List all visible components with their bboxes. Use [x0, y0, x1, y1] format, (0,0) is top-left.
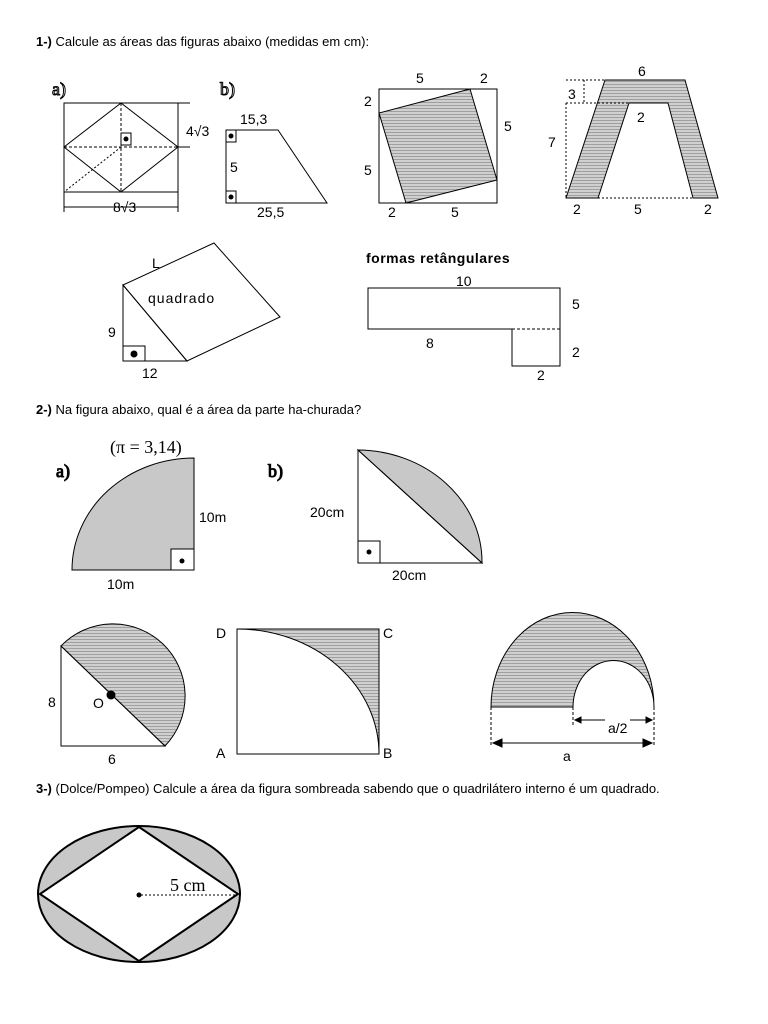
figure-1c-left-top: 2	[364, 93, 372, 109]
figure-2e-full: a	[563, 748, 571, 764]
figure-2c-shaded	[61, 624, 185, 746]
figure-1f-lshape	[366, 250, 580, 383]
figure-1c-top-left: 5	[416, 70, 424, 86]
figure-1f-title: formas retângulares	[366, 250, 511, 266]
figure-1e-square	[108, 243, 280, 381]
figure-1d-bottom-mid: 5	[634, 201, 642, 217]
figure-1d-bottom-right: 2	[704, 201, 712, 217]
figure-1d-bottom-left: 2	[573, 201, 581, 217]
figure-2a-quarter-circle	[56, 458, 226, 592]
question-2-text: Na figura abaixo, qual é a área da parte ha-churada?	[55, 402, 362, 417]
figure-1f-right-top: 5	[572, 296, 580, 312]
figure-1c-right: 5	[504, 118, 512, 134]
figure-1f-top: 10	[456, 273, 472, 289]
figure-1b-base: 25,5	[257, 204, 285, 220]
figure-1c-top-right: 2	[480, 70, 488, 86]
figure-2d-square	[216, 625, 393, 761]
figure-2d-shaded	[237, 629, 379, 754]
figure-2c-semicircle	[48, 624, 185, 767]
figure-1d-top: 6	[638, 63, 646, 79]
figure-2e-half: a/2	[608, 720, 628, 736]
figure-1b-top: 15,3	[240, 111, 268, 127]
figure-1d-left: 7	[548, 134, 556, 150]
figure-1c-shaded	[379, 89, 497, 203]
figure-1d-shaded	[566, 80, 718, 198]
figure-1e-base: 12	[142, 365, 158, 381]
question-2-number: 2-)	[36, 402, 52, 417]
figure-1a-label: a)	[52, 79, 66, 99]
figure-1c-bottom-right: 5	[451, 204, 459, 220]
figure-2a-side-h: 10m	[107, 576, 135, 592]
figure-1e-height: 9	[108, 324, 116, 340]
figure-1d-small: 3	[568, 86, 576, 102]
figure-1c-square	[364, 70, 512, 220]
figure-2e-shaded	[491, 612, 654, 707]
figure-1e-inner: quadrado	[148, 290, 216, 306]
figure-2c-base: 6	[108, 751, 116, 767]
figure-1b-height: 5	[230, 159, 238, 175]
pi-value: (π = 3,14)	[110, 437, 182, 457]
figure-3-radius: 5 cm	[170, 875, 206, 895]
figure-1e-side: L	[152, 255, 160, 271]
figure-2a-label: a)	[56, 461, 70, 481]
figure-2b-label: b)	[268, 461, 283, 481]
corner-b: B	[383, 745, 393, 761]
question-3-text: (Dolce/Pompeo) Calcule a área da figura sombreada sabendo que o quadrilátero interno é um quadrado.	[55, 781, 660, 796]
figure-1d-arch	[548, 63, 718, 217]
figure-2e-semicircles	[491, 612, 654, 764]
figure-1f-bottom: 8	[426, 335, 434, 351]
figure-2c-height: 8	[48, 694, 56, 710]
corner-d: D	[216, 625, 227, 641]
figure-2c-center: O	[93, 695, 104, 711]
figure-1a-rhombus	[52, 79, 209, 215]
figure-1b-label: b)	[220, 79, 235, 99]
corner-a: A	[216, 745, 226, 761]
figure-1f-base: 2	[537, 367, 545, 383]
question-1-number: 1-)	[36, 34, 52, 49]
figure-1b-shape	[226, 130, 327, 203]
figure-1a-height: 4√3	[186, 123, 210, 139]
figure-2b-segment	[268, 450, 482, 583]
corner-c: C	[383, 625, 394, 641]
figure-1c-bottom-left: 2	[388, 204, 396, 220]
figure-1b-trapezoid	[220, 79, 327, 220]
question-1-text: Calcule as áreas das figuras abaixo (medidas em cm):	[55, 34, 370, 49]
figure-3-ellipse	[38, 826, 240, 962]
question-3-number: 3-)	[36, 781, 52, 796]
figure-1c-left-bottom: 5	[364, 162, 372, 178]
figure-2a-side-v: 10m	[199, 509, 227, 525]
figure-2b-side-v: 20cm	[310, 504, 345, 520]
figure-1d-inner: 2	[637, 109, 645, 125]
figure-1f-shape	[368, 288, 560, 366]
figure-1f-right-bottom: 2	[572, 344, 580, 360]
figure-2b-side-h: 20cm	[392, 567, 427, 583]
figure-1a-width: 8√3	[113, 199, 137, 215]
